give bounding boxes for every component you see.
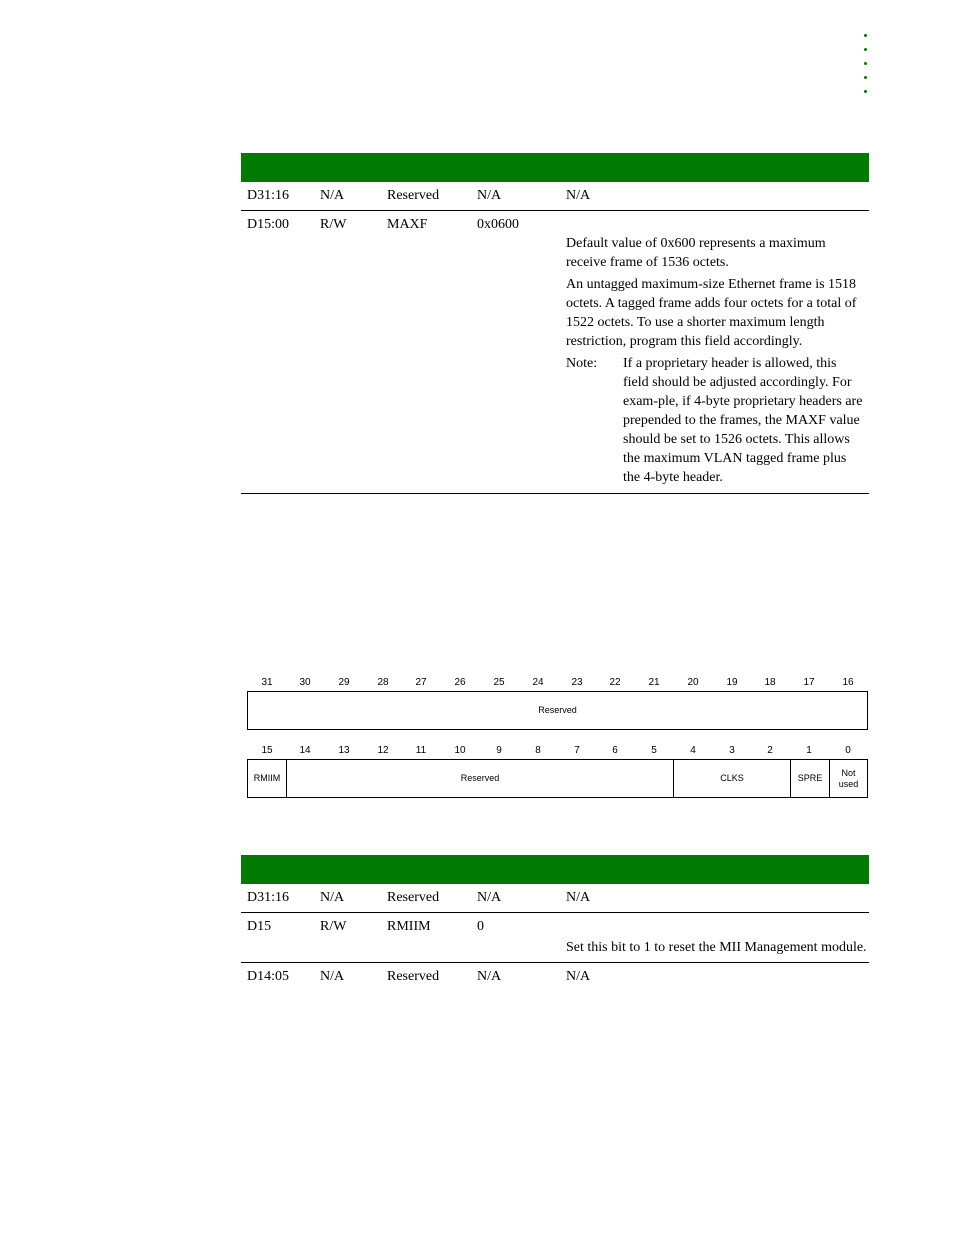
- bit-number: 12: [377, 745, 389, 756]
- table-header-bar: [241, 855, 869, 884]
- description-paragraph: An untagged maximum-size Ethernet frame is 1518 octets. A tagged frame adds four octets for a total of 1522 octets. To use a shorter maximum length restriction, program this field accordingly.: [566, 277, 857, 349]
- spre-field: SPRE: [791, 760, 830, 797]
- bit-number: 18: [764, 677, 776, 688]
- bit-number: 2: [767, 745, 773, 756]
- description-paragraph: Default value of 0x600 represents a maximum receive frame of 1536 octets.: [566, 236, 826, 270]
- mnemonic-cell: Reserved: [387, 188, 440, 203]
- bit-number: 16: [842, 677, 854, 688]
- note-label: Note:: [566, 356, 598, 371]
- bit-number: 9: [496, 745, 502, 756]
- bit-number: 0: [845, 745, 851, 756]
- reserved-field: Reserved: [287, 760, 674, 797]
- reset-cell: 0: [477, 919, 484, 934]
- bit-number: 13: [338, 745, 350, 756]
- bit-number: 28: [377, 677, 389, 688]
- bit-number: 23: [571, 677, 583, 688]
- access-cell: N/A: [320, 188, 345, 203]
- lower-bit-numbers: [247, 745, 868, 759]
- bits-cell: D31:16: [247, 890, 289, 905]
- bits-cell: D15: [247, 919, 272, 934]
- lower-field-row: [247, 759, 868, 798]
- bit-number: 6: [612, 745, 618, 756]
- reset-cell: N/A: [477, 890, 502, 905]
- rmiim-field: RMIIM: [248, 760, 287, 797]
- bit-number: 20: [687, 677, 699, 688]
- mnemonic-cell: RMIIM: [387, 919, 431, 934]
- note-block: [566, 354, 864, 487]
- reset-cell: 0x0600: [477, 217, 519, 232]
- bit-number: 26: [454, 677, 466, 688]
- bits-cell: D31:16: [247, 188, 289, 203]
- bit-number: 29: [338, 677, 350, 688]
- bit-number: 4: [690, 745, 696, 756]
- table-header-bar: [241, 153, 869, 182]
- register-bit-diagram: [247, 677, 868, 798]
- register-table-maxf: [241, 153, 869, 494]
- register-table-mii-config: [241, 855, 869, 991]
- note-text: If a proprietary header is allowed, this field should be adjusted accordingly. For exam-ple, if 4-byte proprietary headers are prepended to the frames, the MAXF value should be set to 1526 octets. This allows the maximum VLAN tagged frame plus the 4-byte header.: [623, 356, 863, 485]
- bits-cell: D14:05: [247, 969, 289, 984]
- reset-cell: N/A: [477, 969, 502, 984]
- upper-field-row: [247, 691, 868, 730]
- description-cell: N/A: [566, 890, 591, 905]
- bit-number: 15: [261, 745, 273, 756]
- reset-cell: N/A: [477, 188, 502, 203]
- bit-number: 14: [299, 745, 311, 756]
- description-cell: N/A: [566, 969, 591, 984]
- bit-number: 22: [609, 677, 621, 688]
- bit-number: 1: [806, 745, 812, 756]
- clks-field: CLKS: [674, 760, 791, 797]
- bit-number: 21: [648, 677, 660, 688]
- mnemonic-cell: MAXF: [387, 217, 428, 232]
- bit-number: 3: [729, 745, 735, 756]
- mnemonic-cell: Reserved: [387, 890, 440, 905]
- margin-dots: [864, 34, 867, 104]
- bit-number: 31: [261, 677, 273, 688]
- access-cell: R/W: [320, 217, 347, 232]
- bit-number: 27: [415, 677, 427, 688]
- mnemonic-cell: Reserved: [387, 969, 440, 984]
- bit-number: 10: [454, 745, 466, 756]
- table-row: [241, 884, 869, 913]
- bit-number: 24: [532, 677, 544, 688]
- bit-number: 19: [726, 677, 738, 688]
- bit-number: 7: [574, 745, 580, 756]
- not-used-field: Not used: [838, 767, 859, 789]
- description-cell: Set this bit to 1 to reset the MII Management module.: [566, 940, 867, 955]
- description-cell: N/A: [566, 188, 591, 203]
- table-row: [241, 913, 869, 963]
- table-row: [241, 182, 869, 211]
- table-row: [241, 963, 869, 991]
- description-cell: [566, 234, 864, 487]
- access-cell: N/A: [320, 890, 345, 905]
- bit-number: 8: [535, 745, 541, 756]
- upper-bit-numbers: [247, 677, 868, 691]
- bit-number: 5: [651, 745, 657, 756]
- bit-number: 30: [299, 677, 311, 688]
- bit-number: 25: [493, 677, 505, 688]
- bit-number: 11: [415, 745, 427, 756]
- access-cell: R/W: [320, 919, 347, 934]
- access-cell: N/A: [320, 969, 345, 984]
- table-row: [241, 211, 869, 494]
- bit-number: 17: [803, 677, 815, 688]
- bits-cell: D15:00: [247, 217, 289, 232]
- reserved-field: Reserved: [538, 705, 577, 715]
